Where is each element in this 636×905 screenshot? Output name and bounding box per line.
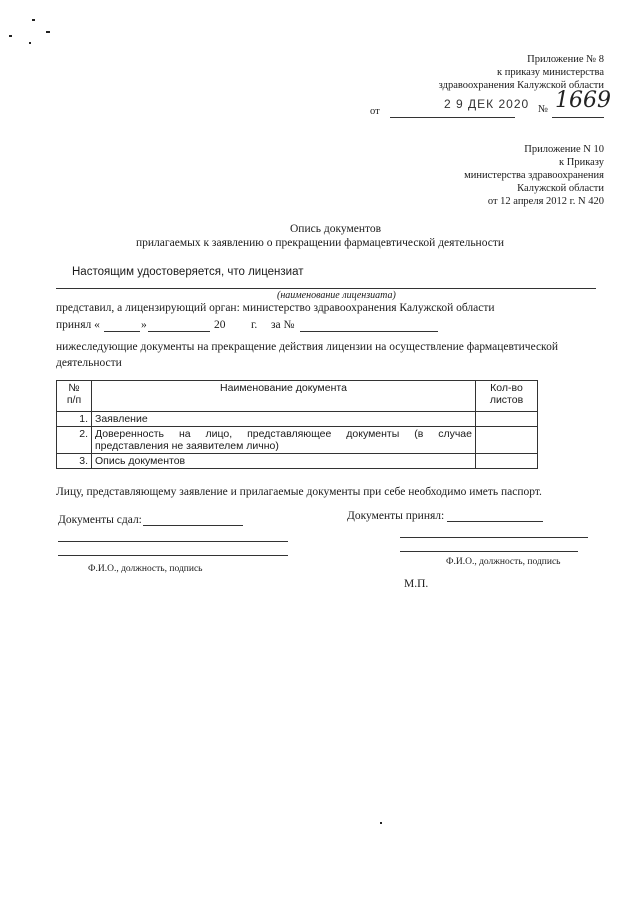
table-row [57, 412, 538, 427]
table-row [57, 454, 538, 469]
annex8-date-line [390, 117, 515, 118]
signature-line-right-2 [400, 551, 578, 552]
accepted-prefix: принял « [56, 319, 100, 331]
licensee-name-line [56, 288, 596, 289]
annex10-region: Калужской области [517, 183, 604, 194]
col-header-document-text: Наименование документа [220, 382, 347, 394]
annex8-order: к приказу министерства [496, 67, 604, 78]
scan-speck [32, 19, 35, 21]
seal-placeholder: М.П. [404, 578, 429, 590]
accepted-day-line [104, 331, 140, 332]
col-header-document [92, 381, 476, 412]
document-title: Опись документов [290, 223, 382, 235]
licensee-caption: (наименование лицензиата) [277, 290, 396, 301]
annex10-order: к Приказу [559, 157, 604, 168]
submitted-text: представил, а лицензирующий орган: министерство здравоохранения Калужской области [56, 302, 495, 314]
docs-intro-line1: нижеследующие документы на прекращение действия лицензии на осуществление фармацевтической [56, 341, 558, 353]
accepted-number-line [300, 331, 438, 332]
scan-speck [46, 31, 50, 33]
document-subtitle: прилагаемых к заявлению о прекращении фармацевтической деятельности [136, 237, 505, 249]
annex8-title: Приложение № 8 [527, 54, 604, 65]
signature-line-right-1 [400, 537, 588, 538]
accepted-quote-close: » [141, 319, 147, 331]
col-header-sheets [476, 381, 538, 412]
row-document-name: Заявление [92, 412, 476, 427]
row-document-name: Доверенность на лицо, представляющее документы (в случае представления не заявителем лично) [92, 427, 476, 454]
received-by-line [447, 521, 543, 522]
row-sheets [476, 454, 538, 469]
signature-line-left-1 [58, 541, 288, 542]
row-sheets [476, 427, 538, 454]
row-number: 3. [57, 454, 92, 469]
table-row [57, 427, 538, 454]
annex8-date-stamp: 2 9 ДЕК 2020 [444, 97, 530, 111]
accepted-number-label: за № [271, 319, 295, 331]
signature-caption-left: Ф.И.О., должность, подпись [88, 564, 203, 574]
scan-speck [9, 35, 12, 37]
annex10-ministry: министерства здравоохранения [464, 170, 604, 181]
col-header-number [57, 381, 92, 412]
accepted-month-line [148, 331, 210, 332]
col-header-sheets-text: Кол-во листов [489, 382, 524, 406]
annex8-number-line [552, 117, 604, 118]
signature-line-left-2 [58, 555, 288, 556]
signature-caption-right: Ф.И.О., должность, подпись [446, 557, 561, 567]
row-number: 1. [57, 412, 92, 427]
scan-speck [380, 822, 382, 824]
submitted-by-line [143, 525, 243, 526]
passport-note: Лицу, представляющему заявление и прилагаемые документы при себе необходимо иметь паспорт. [56, 486, 542, 498]
certify-text: Настоящим удостоверяется, что лицензиат [72, 266, 304, 278]
annex10-title: Приложение N 10 [524, 144, 604, 155]
row-sheets [476, 412, 538, 427]
received-by-label: Документы принял: [347, 510, 445, 522]
accepted-year-suffix: г. [251, 319, 258, 331]
annex8-handwritten-number: 1669 [555, 88, 611, 113]
accepted-year: 20 [214, 319, 226, 331]
docs-intro-line2: деятельности [56, 357, 122, 369]
annex8-ministry: здравоохранения Калужской области [438, 80, 604, 91]
row-number: 2. [57, 427, 92, 454]
annex8-date-label: от [370, 106, 380, 117]
annex10-date: от 12 апреля 2012 г. N 420 [487, 196, 604, 207]
annex8-number-label: № [538, 104, 549, 115]
documents-table [56, 380, 538, 469]
col-header-number-text: № п/п [66, 382, 82, 406]
scan-speck [29, 42, 31, 44]
submitted-by-label: Документы сдал: [58, 514, 142, 526]
row-document-name: Опись документов [92, 454, 476, 469]
